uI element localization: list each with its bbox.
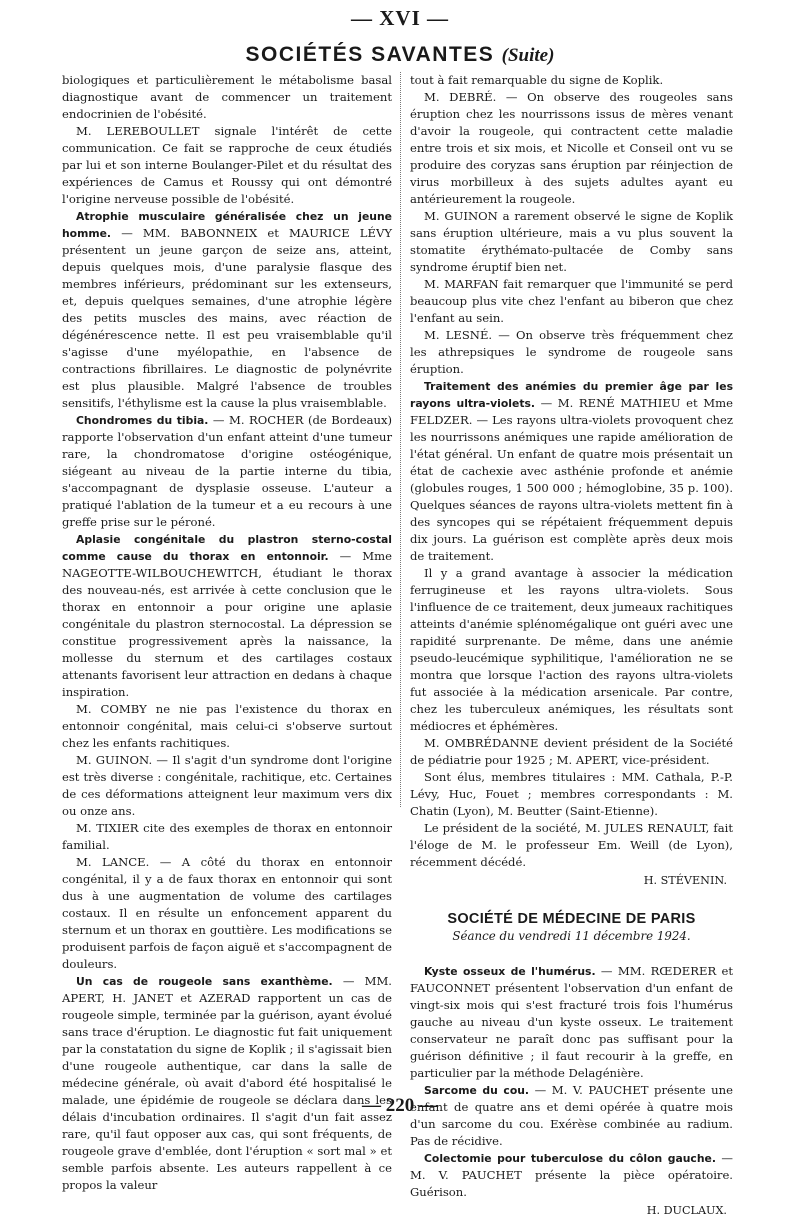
article-colectomie <box>410 1150 733 1201</box>
signature-duclaux: H. DUCLAUX. <box>646 1204 727 1217</box>
article-text: — MM. BABONNEIX et MAURICE LÉVY présentent un jeune garçon de seize ans, atteint, depuis quelques mois, d'une paralysie flasque des membres inférieurs, prédominant sur les extenseurs, et, depuis quelques semaines, d'une atrophie légère des petits muscles des mains, avec réaction de dégénérescence nette. Il est peu vraisemblable qu'il s'agisse d'une myélopathie, en l'absence de contractions fibrillaires. Le diagnostic de polynévrite est plus plausible. Malgré l'absence de troubles sensitifs, l'éthylisme est la cause la plus vraisemblable. <box>62 226 392 410</box>
signature-stevenin: H. STÉVENIN. <box>643 874 727 887</box>
right-column <box>410 72 733 1219</box>
page-header <box>0 43 800 67</box>
article-aplasie <box>62 531 392 701</box>
article-title: Colectomie pour tuberculose du côlon gauche. <box>424 1152 716 1165</box>
article-title: Un cas de rougeole sans exanthème. <box>76 975 333 988</box>
article-title: Sarcome du cou. <box>424 1084 530 1097</box>
bottom-page-number: — 220 — <box>362 1095 438 1116</box>
paragraph-comby: M. COMBY ne nie pas l'existence du thorax en entonnoir congénital, mais celui-ci s'observe surtout chez les enfants rachitiques. <box>62 702 392 750</box>
paragraph-metabolisme: biologiques et particulièrement le métabolisme basal diagnostique avant de commencer un traitement endocrinien de l'obésité. <box>62 73 392 121</box>
session-date: Séance du vendredi 11 décembre 1924. <box>452 929 691 943</box>
article-title: Chondromes du tibia. <box>76 414 209 427</box>
society-title: SOCIÉTÉ DE MÉDECINE DE PARIS <box>447 911 696 927</box>
article-title: Atrophie musculaire généralisée chez un jeune homme. <box>62 210 392 240</box>
paragraph-ombredanne: M. OMBRÉDANNE devient président de la Société de pédiatrie pour 1925 ; M. APERT, vice-président. <box>410 736 733 767</box>
paragraph-koplik: tout à fait remarquable du signe de Koplik. <box>410 73 664 87</box>
article-text: — MM. RŒDERER et FAUCONNET présentent l'observation d'un enfant de vingt-six mois qui s'est fracturé trois fois l'humérus gauche au niveau d'un kyste osseux. Le traitement conservateur ne paraît donc pas suffisant pour la guérison définitive ; il faut recourir à la greffe, en particulier par la méthode Delagénière. <box>410 964 734 1080</box>
article-chondromes <box>62 412 392 531</box>
paragraph-marfan: M. MARFAN fait remarquer que l'immunité se perd beaucoup plus vite chez l'enfant au biberon que chez l'enfant au sein. <box>410 277 733 325</box>
paragraph-debre: M. DEBRÉ. — On observe des rougeoles sans éruption chez les nourrissons issus de mères venant d'avoir la rougeole, qui contractent cette maladie entre trois et six mois, et Nicolle et Conseil ont vu se produire des coryzas sans éruption par réinjection de virus morbilleux à des sujets adultes ayant eu antérieurement la rougeole. <box>410 90 733 206</box>
article-text: — M. ROCHER (de Bordeaux) rapporte l'observation d'un enfant atteint d'une tumeur rare, la chondromatose d'origine ostéogénique, siégeant au niveau de la partie interne du tibia, s'accompagnant de dysplasie osseuse. L'auteur a pratiqué l'ablation de la tumeur et a eu recours à une greffe prise sur le péroné. <box>62 413 393 529</box>
top-page-numeral: — XVI — <box>350 6 449 30</box>
article-anemies <box>410 378 733 565</box>
article-text: — M. V. PAUCHET présente une enfant de quatre ans et demi opérée à quatre mois d'un sarcome du cou. Exérèse combinée au radium. Pas de récidive. <box>410 1083 733 1148</box>
paragraph-avantage: Il y a grand avantage à associer la médication ferrugineuse et les rayons ultra-violets. Sous l'influence de ce traitement, deux jumeaux rachitiques atteints d'anémie splénomégalique ont guéri avec une rapidité surprenante. De même, dans une anémie pseudo-leucémique syphilitique, l'amélioration ne se montra que lorsque l'action des rayons ultra-violets fut associée à la médication arsenicale. Par contre, chez les tuberculeux anémiques, les résultats sont médiocres et éphémères. <box>410 566 733 733</box>
column-divider <box>400 72 401 807</box>
article-text: — M. RENÉ MATHIEU et Mme FELDZER. — Les rayons ultra-violets provoquent chez les nourrissons anémiques une rapide amélioration de l'état général. Un enfant de quatre mois présentait un état de cachexie avec asthénie profonde et anémie (globules rouges, 1 500 000 ; hémoglobine, 35 p. 100). Quelques séances de rayons ultra-violets mettent fin à des syncopes qui se répétaient fréquemment depuis dix jours. La guérison est complète après deux mois de traitement. <box>410 396 733 563</box>
paragraph-lereboullet: M. LEREBOULLET signale l'intérêt de cette communication. Ce fait se rapproche de ceux étudiés par lui et son interne Boulanger-Pilet et du résultat des expériences de Camus et Roussy qui ont démontré l'origine nerveuse possible de l'obésité. <box>62 124 392 206</box>
paragraph-tixier: M. TIXIER cite des exemples de thorax en entonnoir familial. <box>62 821 392 852</box>
article-text: — M. V. PAUCHET présente la pièce opératoire. Guérison. <box>410 1151 734 1199</box>
article-title: Aplasie congénitale du plastron sterno-costal comme cause du thorax en entonnoir. <box>62 533 392 563</box>
paragraph-lesne: M. LESNÉ. — On observe très fréquemment chez les athrepsiques le syndrome de rougeole sans éruption. <box>410 328 733 376</box>
article-atrophie <box>62 208 392 412</box>
paragraph-elus: Sont élus, membres titulaires : MM. Cathala, P.-P. Lévy, Huc, Fouet ; membres correspondants : M. Chatin (Lyon), M. Beutter (Saint-Etienne). <box>410 770 733 818</box>
header-suite: (Suite) <box>501 45 555 66</box>
article-title: Traitement des anémies du premier âge par les rayons ultra-violets. <box>410 380 733 410</box>
paragraph-renault: Le président de la société, M. JULES RENAULT, fait l'éloge de M. le professeur Em. Weill (de Lyon), récemment décédé. <box>410 821 733 869</box>
paragraph-guinon: M. GUINON. — Il s'agit d'un syndrome dont l'origine est très diverse : congénitale, rachitique, etc. Certaines de ces déformations atteignent leur maximum vers dix ou onze ans. <box>62 753 392 818</box>
header-title: SOCIÉTÉS SAVANTES <box>245 43 495 66</box>
left-column <box>62 72 392 1194</box>
article-kyste <box>410 963 733 1082</box>
article-text: — Mme NAGEOTTE-WILBOUCHEWITCH, étudiant le thorax des nouveau-nés, est arrivée à cette conclusion que le thorax en entonnoir a pour origine une aplasie congénitale du plastron sternocostal. La dépression se constitue progressivement après la naissance, la mollesse du sternum et des cartilages costaux attenants favorisent leur attraction en dedans à chaque inspiration. <box>62 549 392 699</box>
article-rougeole <box>62 973 392 1194</box>
paragraph-lance: M. LANCE. — A côté du thorax en entonnoir congénital, il y a de faux thorax en entonnoir qui sont dus à une augmentation de volume des cartilages costaux. Il en résulte un enfoncement apparent du sternum et un thorax en gouttière. Les modifications se produisent parfois de façon aiguë et s'accompagnent de douleurs. <box>62 855 392 971</box>
article-title: Kyste osseux de l'humérus. <box>424 965 596 978</box>
article-text: — MM. APERT, H. JANET et AZERAD rapportent un cas de rougeole simple, terminée par la guérison, ayant évolué sans trace d'éruption. Le diagnostic fut fait uniquement par la constatation du signe de Koplik ; il s'agissait bien d'une rougeole authentique, car dans la salle de médecine générale, où avait d'abord été hospitalisé le malade, une épidémie de rougeole se déclara dans les délais d'incubation ordinaires. Il s'agit d'un fait assez rare, qu'il faut opposer aux cas, qui sont fréquents, de rougeole grave d'emblée, dont l'éruption « sort mal » et semble parfois absente. Les auteurs rappellent à ce propos la valeur <box>62 974 392 1192</box>
paragraph-guinon-koplik: M. GUINON a rarement observé le signe de Koplik sans éruption ultérieure, mais a vu plus souvent la stomatite érythémato-pultacée de Comby sans syndrome éruptif bien net. <box>410 209 733 274</box>
